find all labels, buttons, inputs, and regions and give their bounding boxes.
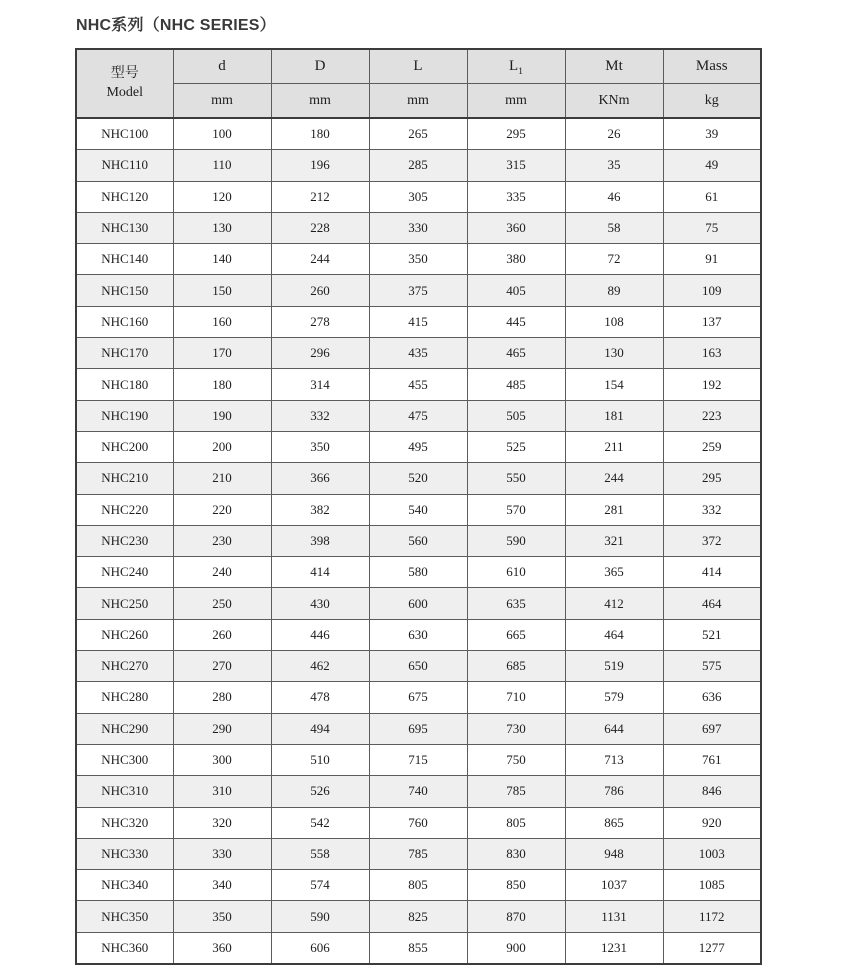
value-cell: 435 [369, 338, 467, 369]
value-cell: 49 [663, 150, 761, 181]
value-cell: 825 [369, 901, 467, 932]
model-cell: NHC300 [76, 744, 173, 775]
value-cell: 414 [271, 557, 369, 588]
model-cell: NHC240 [76, 557, 173, 588]
column-unit: kg [663, 84, 761, 119]
value-cell: 415 [369, 306, 467, 337]
value-cell: 181 [565, 400, 663, 431]
value-cell: 600 [369, 588, 467, 619]
value-cell: 330 [173, 838, 271, 869]
value-cell: 713 [565, 744, 663, 775]
column-unit: mm [173, 84, 271, 119]
model-cell: NHC180 [76, 369, 173, 400]
value-cell: 920 [663, 807, 761, 838]
value-cell: 244 [271, 244, 369, 275]
value-cell: 948 [565, 838, 663, 869]
value-cell: 305 [369, 181, 467, 212]
value-cell: 265 [369, 118, 467, 150]
value-cell: 321 [565, 525, 663, 556]
value-cell: 46 [565, 181, 663, 212]
column-unit: KNm [565, 84, 663, 119]
value-cell: 180 [173, 369, 271, 400]
value-cell: 900 [467, 932, 565, 964]
header-row-units [76, 84, 761, 119]
model-cell: NHC220 [76, 494, 173, 525]
value-cell: 430 [271, 588, 369, 619]
value-cell: 636 [663, 682, 761, 713]
value-cell: 130 [565, 338, 663, 369]
value-cell: 259 [663, 431, 761, 462]
model-cell: NHC110 [76, 150, 173, 181]
model-cell: NHC100 [76, 118, 173, 150]
value-cell: 170 [173, 338, 271, 369]
table-row [76, 588, 761, 619]
model-label-en: Model [106, 84, 144, 100]
value-cell: 542 [271, 807, 369, 838]
value-cell: 150 [173, 275, 271, 306]
value-cell: 332 [271, 400, 369, 431]
value-cell: 295 [663, 463, 761, 494]
value-cell: 445 [467, 306, 565, 337]
value-cell: 163 [663, 338, 761, 369]
model-cell: NHC290 [76, 713, 173, 744]
value-cell: 740 [369, 776, 467, 807]
model-cell: NHC140 [76, 244, 173, 275]
table-header [76, 49, 761, 118]
value-cell: 366 [271, 463, 369, 494]
value-cell: 250 [173, 588, 271, 619]
model-cell: NHC360 [76, 932, 173, 964]
value-cell: 785 [467, 776, 565, 807]
page-title: NHC系列（NHC SERIES） [76, 17, 276, 34]
value-cell: 495 [369, 431, 467, 462]
table-row [76, 713, 761, 744]
value-cell: 200 [173, 431, 271, 462]
table-row [76, 118, 761, 150]
model-label-cn: 型号 [110, 65, 139, 81]
value-cell: 320 [173, 807, 271, 838]
value-cell: 212 [271, 181, 369, 212]
model-cell: NHC310 [76, 776, 173, 807]
table-row [76, 932, 761, 964]
value-cell: 220 [173, 494, 271, 525]
value-cell: 137 [663, 306, 761, 337]
value-cell: 130 [173, 212, 271, 243]
table-row [76, 494, 761, 525]
value-cell: 870 [467, 901, 565, 932]
value-cell: 1277 [663, 932, 761, 964]
model-cell: NHC250 [76, 588, 173, 619]
table-row [76, 212, 761, 243]
value-cell: 223 [663, 400, 761, 431]
value-cell: 579 [565, 682, 663, 713]
value-cell: 695 [369, 713, 467, 744]
value-cell: 850 [467, 870, 565, 901]
value-cell: 110 [173, 150, 271, 181]
value-cell: 260 [271, 275, 369, 306]
value-cell: 635 [467, 588, 565, 619]
model-column-header [76, 49, 173, 118]
model-cell: NHC320 [76, 807, 173, 838]
value-cell: 630 [369, 619, 467, 650]
value-cell: 91 [663, 244, 761, 275]
value-cell: 606 [271, 932, 369, 964]
table-row [76, 150, 761, 181]
table-row [76, 557, 761, 588]
value-cell: 281 [565, 494, 663, 525]
table-row [76, 525, 761, 556]
model-cell: NHC160 [76, 306, 173, 337]
column-header: Mass [663, 49, 761, 84]
value-cell: 100 [173, 118, 271, 150]
value-cell: 35 [565, 150, 663, 181]
table-row [76, 369, 761, 400]
value-cell: 590 [271, 901, 369, 932]
value-cell: 190 [173, 400, 271, 431]
value-cell: 1003 [663, 838, 761, 869]
value-cell: 570 [467, 494, 565, 525]
table-body [76, 118, 761, 964]
value-cell: 414 [663, 557, 761, 588]
value-cell: 526 [271, 776, 369, 807]
model-cell: NHC190 [76, 400, 173, 431]
value-cell: 300 [173, 744, 271, 775]
value-cell: 644 [565, 713, 663, 744]
table-row [76, 744, 761, 775]
value-cell: 360 [173, 932, 271, 964]
model-cell: NHC120 [76, 181, 173, 212]
model-cell: NHC130 [76, 212, 173, 243]
value-cell: 58 [565, 212, 663, 243]
value-cell: 525 [467, 431, 565, 462]
value-cell: 39 [663, 118, 761, 150]
table-row [76, 338, 761, 369]
model-cell: NHC350 [76, 901, 173, 932]
table-row [76, 651, 761, 682]
value-cell: 398 [271, 525, 369, 556]
value-cell: 350 [271, 431, 369, 462]
model-cell: NHC260 [76, 619, 173, 650]
value-cell: 590 [467, 525, 565, 556]
value-cell: 278 [271, 306, 369, 337]
value-cell: 350 [173, 901, 271, 932]
value-cell: 697 [663, 713, 761, 744]
value-cell: 521 [663, 619, 761, 650]
table-row [76, 400, 761, 431]
value-cell: 1172 [663, 901, 761, 932]
value-cell: 455 [369, 369, 467, 400]
value-cell: 805 [369, 870, 467, 901]
value-cell: 865 [565, 807, 663, 838]
model-cell: NHC330 [76, 838, 173, 869]
value-cell: 180 [271, 118, 369, 150]
value-cell: 315 [467, 150, 565, 181]
value-cell: 296 [271, 338, 369, 369]
column-header: Mt [565, 49, 663, 84]
value-cell: 244 [565, 463, 663, 494]
table-row [76, 901, 761, 932]
value-cell: 382 [271, 494, 369, 525]
value-cell: 574 [271, 870, 369, 901]
value-cell: 446 [271, 619, 369, 650]
value-cell: 519 [565, 651, 663, 682]
column-unit: mm [369, 84, 467, 119]
value-cell: 675 [369, 682, 467, 713]
value-cell: 510 [271, 744, 369, 775]
value-cell: 405 [467, 275, 565, 306]
column-unit: mm [467, 84, 565, 119]
column-header: L [369, 49, 467, 84]
value-cell: 295 [467, 118, 565, 150]
table-row [76, 838, 761, 869]
value-cell: 372 [663, 525, 761, 556]
value-cell: 330 [369, 212, 467, 243]
value-cell: 760 [369, 807, 467, 838]
value-cell: 665 [467, 619, 565, 650]
value-cell: 610 [467, 557, 565, 588]
value-cell: 240 [173, 557, 271, 588]
table-row [76, 244, 761, 275]
value-cell: 412 [565, 588, 663, 619]
value-cell: 761 [663, 744, 761, 775]
value-cell: 61 [663, 181, 761, 212]
value-cell: 580 [369, 557, 467, 588]
column-unit: mm [271, 84, 369, 119]
value-cell: 211 [565, 431, 663, 462]
value-cell: 365 [565, 557, 663, 588]
model-cell: NHC170 [76, 338, 173, 369]
value-cell: 350 [369, 244, 467, 275]
model-cell: NHC280 [76, 682, 173, 713]
value-cell: 785 [369, 838, 467, 869]
model-cell: NHC270 [76, 651, 173, 682]
value-cell: 464 [565, 619, 663, 650]
table-row [76, 776, 761, 807]
value-cell: 335 [467, 181, 565, 212]
model-cell: NHC210 [76, 463, 173, 494]
model-cell: NHC200 [76, 431, 173, 462]
value-cell: 290 [173, 713, 271, 744]
model-cell: NHC340 [76, 870, 173, 901]
value-cell: 464 [663, 588, 761, 619]
value-cell: 715 [369, 744, 467, 775]
header-row-names [76, 49, 761, 84]
column-header: d [173, 49, 271, 84]
value-cell: 26 [565, 118, 663, 150]
value-cell: 140 [173, 244, 271, 275]
value-cell: 285 [369, 150, 467, 181]
value-cell: 750 [467, 744, 565, 775]
value-cell: 192 [663, 369, 761, 400]
value-cell: 558 [271, 838, 369, 869]
value-cell: 89 [565, 275, 663, 306]
value-cell: 805 [467, 807, 565, 838]
value-cell: 210 [173, 463, 271, 494]
value-cell: 786 [565, 776, 663, 807]
value-cell: 108 [565, 306, 663, 337]
value-cell: 310 [173, 776, 271, 807]
value-cell: 1037 [565, 870, 663, 901]
value-cell: 462 [271, 651, 369, 682]
value-cell: 505 [467, 400, 565, 431]
column-header: D [271, 49, 369, 84]
value-cell: 340 [173, 870, 271, 901]
table-row [76, 870, 761, 901]
value-cell: 332 [663, 494, 761, 525]
value-cell: 846 [663, 776, 761, 807]
value-cell: 109 [663, 275, 761, 306]
value-cell: 120 [173, 181, 271, 212]
value-cell: 560 [369, 525, 467, 556]
value-cell: 260 [173, 619, 271, 650]
table-row [76, 619, 761, 650]
value-cell: 855 [369, 932, 467, 964]
value-cell: 575 [663, 651, 761, 682]
table-row [76, 463, 761, 494]
value-cell: 228 [271, 212, 369, 243]
value-cell: 540 [369, 494, 467, 525]
table-row [76, 682, 761, 713]
value-cell: 280 [173, 682, 271, 713]
value-cell: 475 [369, 400, 467, 431]
table-row [76, 306, 761, 337]
spec-table [75, 48, 762, 965]
value-cell: 710 [467, 682, 565, 713]
value-cell: 1231 [565, 932, 663, 964]
value-cell: 830 [467, 838, 565, 869]
value-cell: 650 [369, 651, 467, 682]
value-cell: 520 [369, 463, 467, 494]
table-row [76, 275, 761, 306]
value-cell: 478 [271, 682, 369, 713]
value-cell: 494 [271, 713, 369, 744]
value-cell: 154 [565, 369, 663, 400]
value-cell: 550 [467, 463, 565, 494]
value-cell: 230 [173, 525, 271, 556]
table-row [76, 807, 761, 838]
value-cell: 360 [467, 212, 565, 243]
table-row [76, 431, 761, 462]
value-cell: 196 [271, 150, 369, 181]
value-cell: 160 [173, 306, 271, 337]
value-cell: 465 [467, 338, 565, 369]
table-row [76, 181, 761, 212]
value-cell: 485 [467, 369, 565, 400]
value-cell: 380 [467, 244, 565, 275]
value-cell: 1085 [663, 870, 761, 901]
column-header: $L_1$ [467, 49, 565, 84]
value-cell: 730 [467, 713, 565, 744]
model-cell: NHC230 [76, 525, 173, 556]
value-cell: 270 [173, 651, 271, 682]
value-cell: 72 [565, 244, 663, 275]
model-cell: NHC150 [76, 275, 173, 306]
value-cell: 1131 [565, 901, 663, 932]
value-cell: 75 [663, 212, 761, 243]
value-cell: 685 [467, 651, 565, 682]
value-cell: 314 [271, 369, 369, 400]
value-cell: 375 [369, 275, 467, 306]
